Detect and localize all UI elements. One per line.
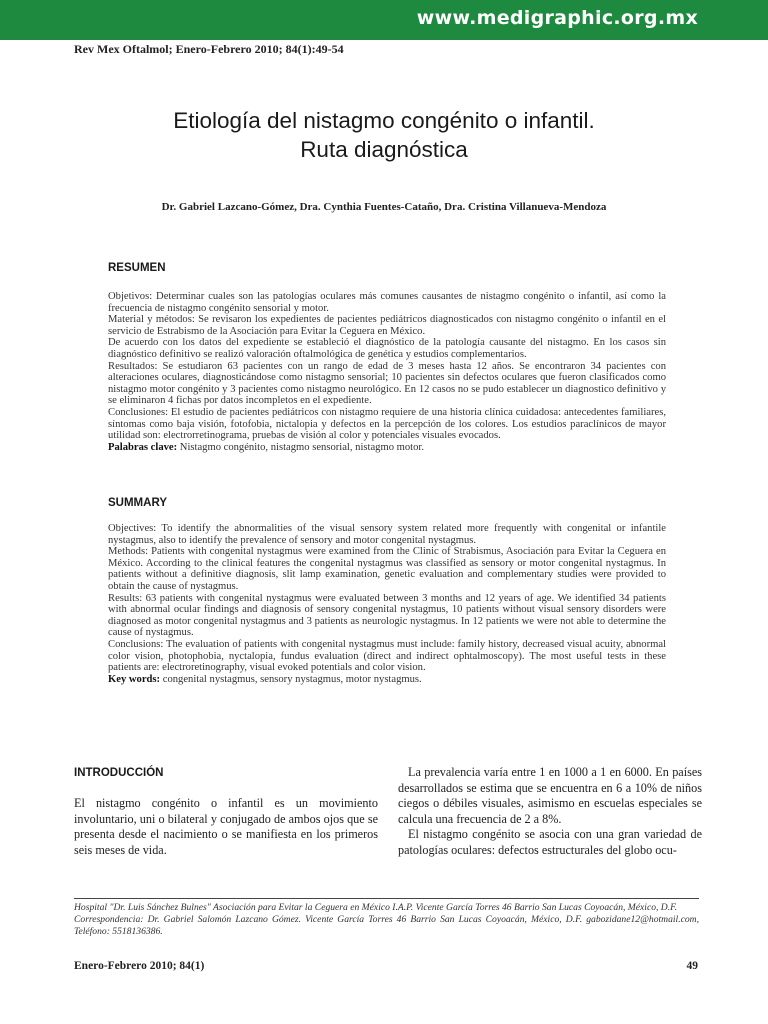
title-line-2: Ruta diagnóstica: [300, 137, 468, 162]
page-number: 49: [686, 960, 698, 972]
summary-keywords-label: Key words:: [108, 673, 161, 685]
summary-body: [108, 523, 666, 685]
intro-right-paragraph-1: La prevalencia varía entre 1 en 1000 a 1 en 6000. En países desarrollados se estima que se encuentra en 6 a 10% de niños ciegos o débiles visuales, asimismo en escuelas especiales se calcula una frecuencia de 2 a 8%.: [398, 765, 702, 826]
summary-heading: SUMMARY: [108, 497, 167, 509]
title-line-1: Etiología del nistagmo congénito o infantil.: [173, 108, 595, 133]
intro-left-column: [74, 796, 378, 858]
summary-conclusions: Conclusions: The evaluation of patients with congenital nystagmus must include: family history, decreased visual acuity, abnormal color vision, photophobia, nyctalopia, fundus evaluation (direct and indirect ophtalmoscopy). The most useful tests in these patients are: electroretinography, visual evoked potentials and color vision.: [108, 638, 666, 674]
resumen-conclusiones: Conclusiones: El estudio de pacientes pediátricos con nistagmo requiere de una historia clínica cuidadosa: antecedentes familiares, síntomas como baja visión, fotofobia, nictalopia y defectos en la percepción de los colores. Los estudios paraclínicos de mayor utilidad son: electrorretinograma, pruebas de visión al color y potenciales visuales evocados.: [108, 406, 666, 442]
summary-methods: Methods: Patients with congenital nystagmus were examined from the Clinic of Strabismus, Asociación para Evitar la Ceguera en México. According to the clinical features the congenital nystagmus was classified as sensory or motor congenital nystagmus. In patients without a definitive diagnosis, slit lamp examination, genetic evaluation and complementary studies were provided to obtain the cause of nystagmus.: [108, 546, 666, 592]
article-title: [74, 106, 694, 164]
site-url-link[interactable]: www.medigraphic.org.mx: [416, 7, 698, 29]
footnote-correspondence: Correspondencia: Dr. Gabriel Salomón Lazcano Gómez. Vicente García Torres 46 Barrio San Lucas Coyoacán, México, D.F. gabozidane12@hotmail.com, Teléfono: 5518136386.: [74, 913, 699, 937]
resumen-acuerdo: De acuerdo con los datos del expediente se estableció el diagnóstico de la patología causante del nistagmo. En los casos sin diagnóstico definitivo se realizó valoración oftalmológica de genética y estudios complementarios.: [108, 337, 666, 360]
summary-keywords: [108, 674, 666, 686]
resumen-keywords-label: Palabras clave:: [108, 441, 178, 453]
resumen-resultados: Resultados: Se estudiaron 63 pacientes con un rango de edad de 3 meses hasta 12 años. Se encontraron 34 pacientes con alteraciones oculares, diagnosticándose como nistagmo sensorial; 10 pacientes sin defectos oculares que fueron clasificados como nistagmo motor congénito y 3 pacientes como nistagmo neurológico. En 12 casos no se pudo establecer un diagnostico definitivo y se eliminaron 4 fichas por datos incompletos en el expediente.: [108, 360, 666, 407]
intro-right-paragraph-2: El nistagmo congénito se asocia con una gran variedad de patologías oculares: defectos estructurales del globo ocu-: [398, 827, 702, 857]
intro-right-column: [398, 765, 702, 859]
footnote: [74, 902, 699, 937]
summary-results: Results: 63 patients with congenital nystagmus were evaluated between 3 months and 12 years of age. We identified 34 patients with abnormal ocular findings and diagnosis of sensory congenital nystagmus, 10 patients without visual sensory disorders were diagnosed as motor congenital nystagmus and 3 patients as neurologic nystagmus. In 12 patients we were not able to determine the cause of nystagmus.: [108, 592, 666, 639]
resumen-heading: RESUMEN: [108, 262, 166, 274]
article-authors: Dr. Gabriel Lazcano-Gómez, Dra. Cynthia Fuentes-Cataño, Dra. Cristina Villanueva-Mendoza: [161, 201, 607, 213]
intro-heading: INTRODUCCIÓN: [74, 767, 164, 779]
summary-keywords-text: congenital nystagmus, sensory nystagmus, motor nystagmus.: [162, 673, 422, 685]
resumen-objetivos: Objetivos: Determinar cuales son las patologías oculares más comunes causantes de nistagmo congénito o infantil, así como la frecuencia de nistagmo congénito sensorial y motor.: [108, 291, 666, 314]
summary-objectives: Objectives: To identify the abnormalities of the visual sensory system related more frequently with congenital or infantile nystagmus, also to identify the prevalence of sensory and motor congenital nystagmus.: [108, 523, 666, 546]
journal-reference: Rev Mex Oftalmol; Enero-Febrero 2010; 84(1):49-54: [74, 42, 344, 56]
resumen-keywords: [108, 442, 666, 454]
resumen-material: Material y métodos: Se revisaron los expedientes de pacientes pediátricos diagnosticados con nistagmo congénito o infantil en el servicio de Estrabismo de la Asociación para Evitar la Ceguera en México.: [108, 314, 666, 337]
footnote-hospital: Hospital "Dr. Luis Sánchez Bulnes" Asociación para Evitar la Ceguera en México I.A.P. Vicente García Torres 46 Barrio San Lucas Coyoacán, México, D.F.: [74, 902, 678, 913]
intro-left-paragraph: El nistagmo congénito o infantil es un movimiento involuntario, uni o bilateral y conjugado de ambos ojos que se presenta desde el nacimiento o se manifiesta en los primeros seis meses de vida.: [74, 796, 378, 857]
site-banner: [0, 0, 768, 40]
resumen-keywords-text: Nistagmo congénito, nistagmo sensorial, nistagmo motor.: [179, 441, 425, 453]
resumen-body: [108, 291, 666, 453]
footnote-divider: [74, 898, 699, 899]
footer-issue: Enero-Febrero 2010; 84(1): [74, 960, 205, 972]
